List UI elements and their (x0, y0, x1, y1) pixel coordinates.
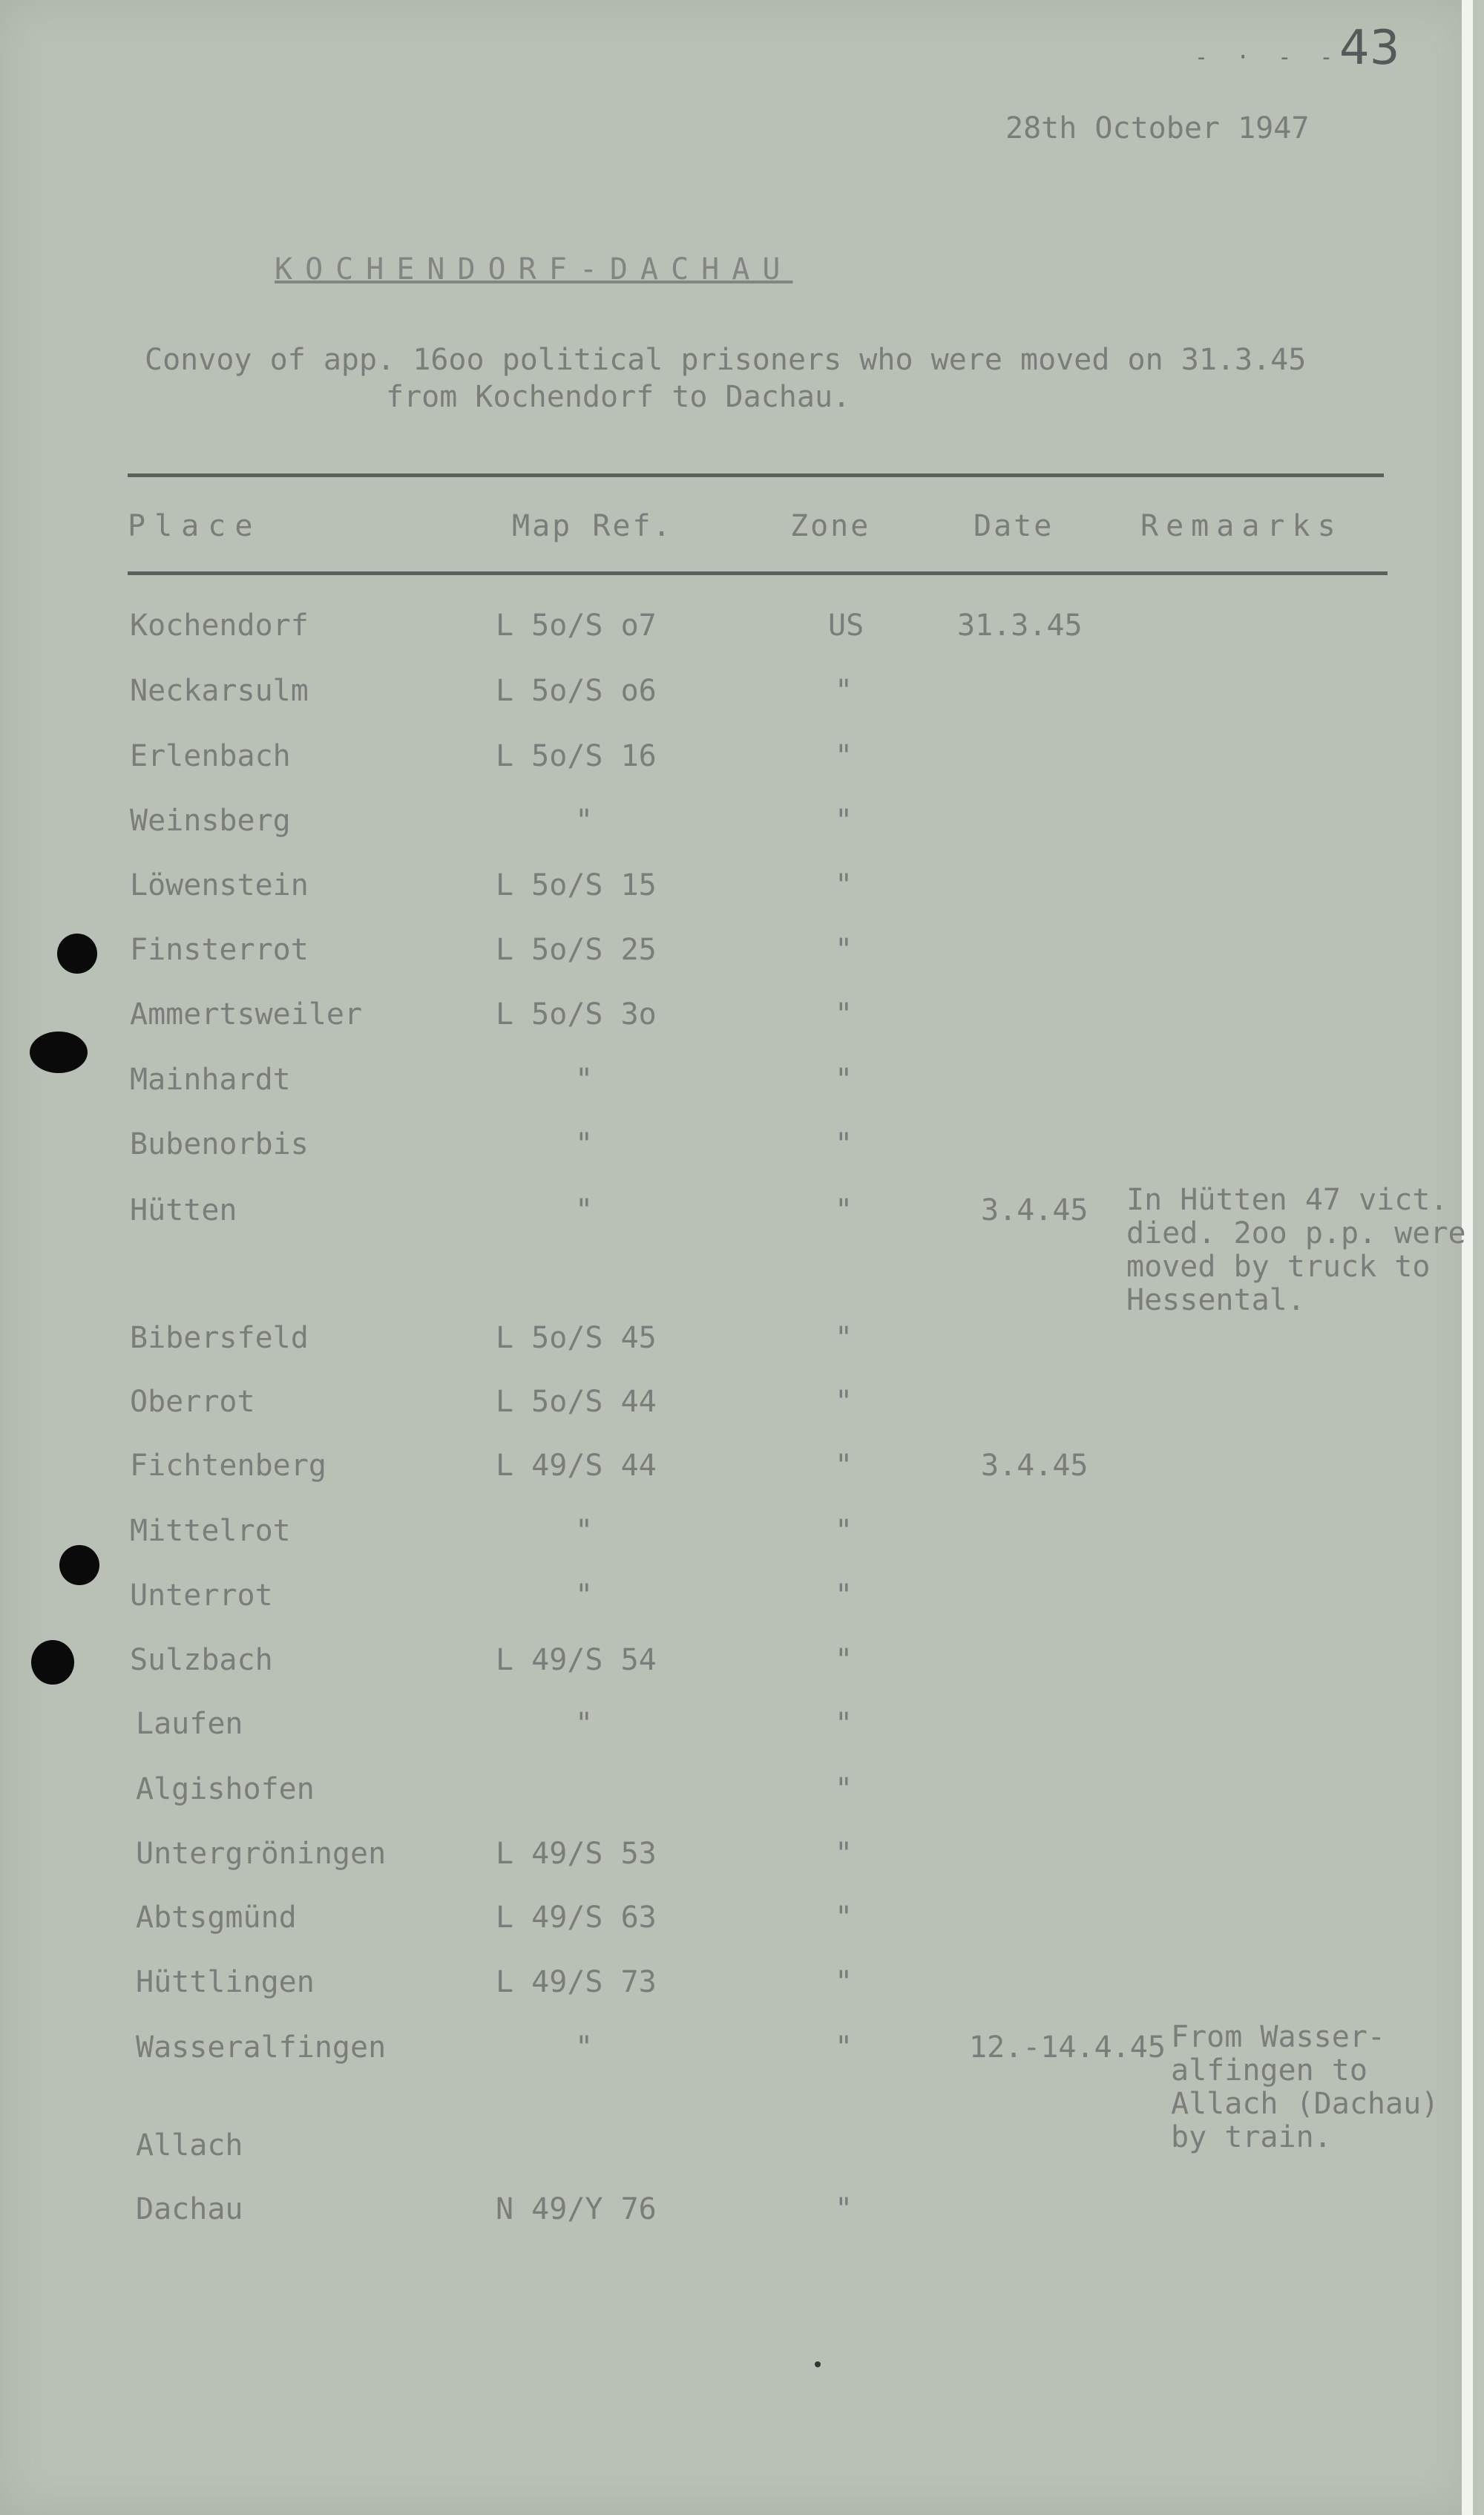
intro-line-2: from Kochendorf to Dachau. (386, 380, 851, 414)
row-place: Sulzbach (130, 1643, 273, 1677)
document-date: 28th October 1947 (1005, 111, 1310, 145)
row-zone: " (835, 1321, 853, 1355)
row-place: Allach (136, 2128, 243, 2162)
header-remarks: Remaarks (1140, 509, 1343, 543)
row-zone: " (835, 868, 853, 902)
row-zone: " (835, 1643, 853, 1677)
row-zone: " (835, 1127, 853, 1161)
row-zone: " (835, 1578, 853, 1613)
row-place: Unterrot (130, 1578, 273, 1613)
header-zone: Zone (790, 509, 871, 543)
remark-wasseralfingen: From Wasser- alfingen to Allach (Dachau) by train. (1171, 2020, 1439, 2154)
row-place: Erlenbach (130, 739, 291, 773)
row-date: 12.-14.4.45 (969, 2030, 1166, 2065)
row-zone: " (835, 1385, 853, 1419)
row-map-ref: L 5o/S 25 (496, 933, 657, 967)
row-zone: " (835, 1901, 853, 1935)
row-zone: " (835, 1449, 853, 1483)
intro-line-1: Convoy of app. 16oo political prisoners who were moved on 31.3.45 (145, 343, 1307, 377)
row-zone: " (835, 1965, 853, 1999)
row-map-ref: " (575, 804, 594, 838)
row-date: 3.4.45 (981, 1193, 1089, 1227)
row-zone: " (835, 1514, 853, 1548)
row-map-ref: L 5o/S o6 (496, 674, 657, 708)
intro-text (145, 341, 1306, 416)
ink-dot (815, 2361, 821, 2367)
row-place: Mittelrot (130, 1514, 291, 1548)
header-map-ref: Map Ref. (512, 509, 673, 543)
row-map-ref: L 49/S 53 (496, 1837, 657, 1871)
row-zone: " (835, 1063, 853, 1097)
row-zone: " (835, 2192, 853, 2226)
document-title: KOCHENDORF-DACHAU (275, 252, 793, 286)
row-map-ref: L 49/S 63 (496, 1901, 657, 1935)
row-zone: " (835, 2030, 853, 2065)
row-map-ref: " (575, 1707, 594, 1741)
row-map-ref: L 49/S 44 (496, 1449, 657, 1483)
row-place: Fichtenberg (130, 1449, 326, 1483)
row-map-ref: " (575, 1127, 594, 1161)
row-map-ref: " (575, 1063, 594, 1097)
row-map-ref: L 5o/S o7 (496, 609, 657, 643)
table-header-rule (128, 571, 1388, 575)
row-zone: " (835, 1837, 853, 1871)
page-number: 43 (1339, 21, 1400, 76)
row-place: Untergröningen (136, 1837, 387, 1871)
row-place: Finsterrot (130, 933, 309, 967)
row-map-ref: L 5o/S 3o (496, 997, 657, 1032)
punch-hole (59, 1545, 99, 1585)
row-place: Kochendorf (130, 609, 309, 643)
row-place: Abtsgmünd (136, 1901, 297, 1935)
header-place: Place (128, 509, 262, 543)
row-map-ref: L 5o/S 16 (496, 739, 657, 773)
row-zone: " (835, 1707, 853, 1741)
punch-hole (57, 934, 97, 974)
row-place: Neckarsulm (130, 674, 309, 708)
remark-hutten: In Hütten 47 vict. died. 2oo p.p. were moved by truck to Hessental. (1126, 1183, 1466, 1317)
table-top-rule (128, 473, 1384, 477)
punch-hole (30, 1032, 88, 1073)
row-date: 3.4.45 (981, 1449, 1089, 1483)
row-map-ref: N 49/Y 76 (496, 2192, 657, 2226)
row-zone: " (835, 1772, 853, 1806)
row-zone: " (835, 1193, 853, 1227)
row-map-ref: " (575, 2030, 594, 2065)
row-place: Ammertsweiler (130, 997, 363, 1032)
row-place: Hütten (130, 1193, 237, 1227)
row-place: Weinsberg (130, 804, 291, 838)
row-map-ref: " (575, 1193, 594, 1227)
row-place: Oberrot (130, 1385, 255, 1419)
row-place: Löwenstein (130, 868, 309, 902)
punch-hole (31, 1640, 74, 1685)
row-zone: " (835, 739, 853, 773)
row-map-ref: L 49/S 54 (496, 1643, 657, 1677)
row-map-ref: L 49/S 73 (496, 1965, 657, 1999)
row-map-ref: L 5o/S 44 (496, 1385, 657, 1419)
header-date: Date (974, 509, 1054, 543)
row-place: Dachau (136, 2192, 243, 2226)
row-map-ref: " (575, 1514, 594, 1548)
row-place: Bubenorbis (130, 1127, 309, 1161)
row-place: Bibersfeld (130, 1321, 309, 1355)
row-place: Laufen (136, 1707, 243, 1741)
row-zone: " (835, 933, 853, 967)
row-zone: " (835, 674, 853, 708)
row-place: Wasseralfingen (136, 2030, 387, 2065)
row-place: Hüttlingen (136, 1965, 315, 1999)
row-date: 31.3.45 (957, 609, 1083, 643)
top-marks: - · - - (1195, 45, 1341, 71)
row-zone: " (835, 804, 853, 838)
row-map-ref: " (575, 1578, 594, 1613)
row-map-ref: L 5o/S 45 (496, 1321, 657, 1355)
row-place: Mainhardt (130, 1063, 291, 1097)
row-place: Algishofen (136, 1772, 315, 1806)
row-zone: " (835, 997, 853, 1032)
row-map-ref: L 5o/S 15 (496, 868, 657, 902)
row-zone: US (828, 609, 864, 643)
